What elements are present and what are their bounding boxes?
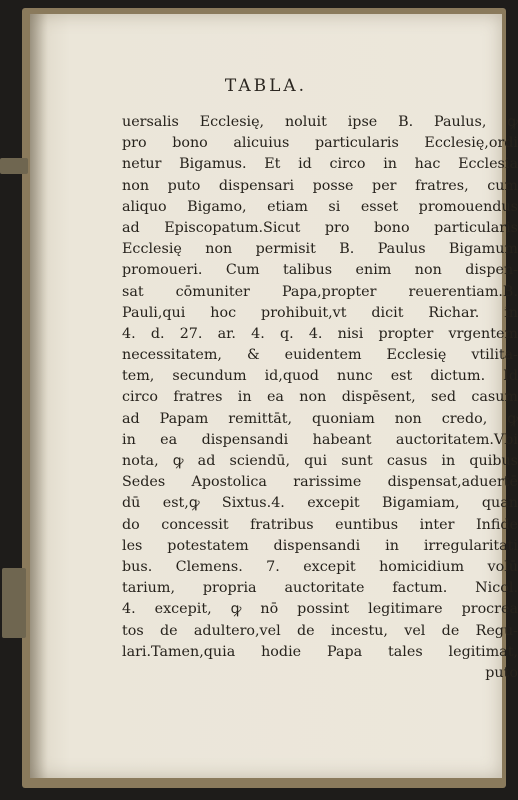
running-header: TABLA. bbox=[224, 76, 308, 96]
text-line: ad Papam remittāt, quoniam non credo, ꝙ bbox=[122, 410, 518, 427]
text-line: nota, ꝙ ad sciendū, qui sunt casus in quibus bbox=[122, 453, 518, 469]
text-line: bus. Clemens. 7. excepit homicidium volū bbox=[122, 558, 518, 575]
text-line: ad Episcopatum.Sicut pro bono particularis bbox=[122, 219, 518, 236]
text-line: 4. excepit, ꝙ nō possint legitimare procrea bbox=[122, 601, 518, 618]
text-line: sat cōmuniter Papa,propter reuerentiam.B. bbox=[122, 283, 518, 300]
text-line: tos de adultero,vel de incestu, vel de Regu- bbox=[122, 622, 518, 639]
ribbon-marker-bottom bbox=[2, 568, 26, 638]
text-line: Ecclesię non permisit B. Paulus Bigamum bbox=[122, 241, 518, 258]
text-line: non puto dispensari posse per fratres, cum bbox=[122, 177, 518, 194]
text-line: dū est,ꝙ Sixtus.4. excepit Bigamiam, quan bbox=[122, 495, 518, 512]
text-line: Sedes Apostolica rarissime dispensat,aduertē bbox=[122, 474, 518, 491]
text-line: uersalis Ecclesię, noluit ipse B. Paulus, ꝙ bbox=[122, 114, 518, 130]
book-page bbox=[30, 14, 518, 778]
text-line: 4. d. 27. ar. 4. q. 4. nisi propter vrgentem bbox=[122, 325, 518, 342]
text-line: in ea dispensandi habeant auctoritatem.Vbi bbox=[122, 431, 518, 448]
text-line: tarium, propria auctoritate factum. Nicol. bbox=[122, 580, 518, 597]
text-line: tem, secundum id,quod nunc est dictum. Id bbox=[122, 368, 518, 385]
body-text bbox=[122, 112, 518, 684]
text-line: les potestatem dispensandi in irregularitati bbox=[122, 537, 518, 554]
ribbon-marker-top bbox=[0, 158, 28, 174]
catchword: puto bbox=[485, 664, 518, 681]
text-line: netur Bigamus. Et id circo in hac Ecclesia bbox=[122, 156, 518, 173]
text-line: promoueri. Cum talibus enim non dispen- bbox=[122, 262, 518, 279]
text-line: necessitatem, & euidentem Ecclesię vtilita- bbox=[122, 347, 518, 364]
text-line: pro bono alicuius particularis Ecclesię,ordi bbox=[122, 135, 518, 152]
text-line: lari.Tamen,quia hodie Papa tales legitimat, bbox=[122, 643, 518, 660]
text-line: circo fratres in ea non dispēsent, sed casum bbox=[122, 389, 518, 406]
text-line: aliquo Bigamo, etiam si esset promouendus bbox=[122, 198, 518, 215]
text-line: do concessit fratribus euntibus inter Infide bbox=[122, 516, 518, 533]
text-line: Pauli,qui hoc prohibuit,vt dicit Richar. in bbox=[122, 304, 518, 321]
gutter-shadow bbox=[30, 14, 48, 778]
